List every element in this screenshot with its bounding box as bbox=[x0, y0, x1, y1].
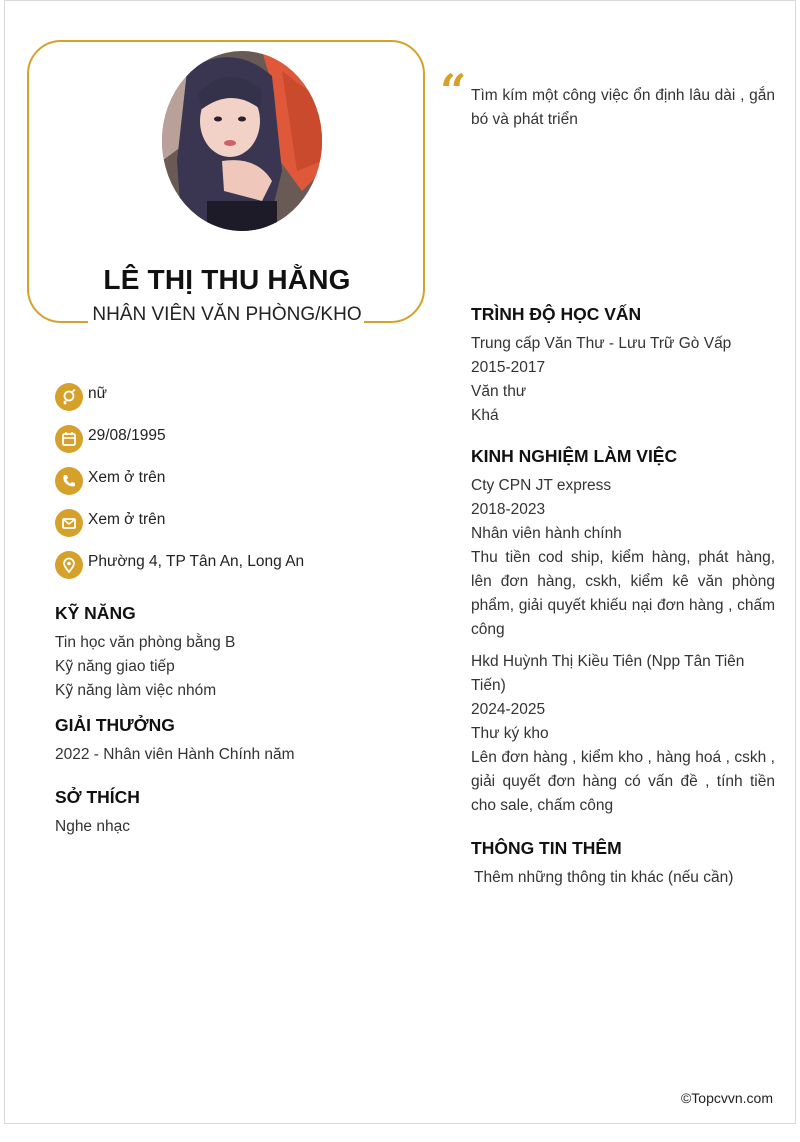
gender-text: nữ bbox=[88, 385, 107, 402]
education-period: 2015-2017 bbox=[471, 359, 546, 376]
experience-period: 2018-2023 bbox=[471, 501, 546, 518]
experience-description: Lên đơn hàng , kiểm kho , hàng hoá , cskh , giải quyết đơn hàng có vấn đề , tính tiền cho sale, chấm công bbox=[471, 749, 775, 814]
experience-section bbox=[471, 446, 775, 818]
phone-text: Xem ở trên bbox=[88, 469, 166, 486]
career-objective: Tìm kím một công việc ổn định lâu dài , gắn bó và phát triển bbox=[471, 87, 775, 128]
skills-title: KỸ NĂNG bbox=[55, 603, 136, 623]
email-icon bbox=[55, 509, 83, 537]
experience-company: Hkd Huỳnh Thị Kiều Tiên (Npp Tân Tiên Tiến) bbox=[471, 653, 745, 694]
education-school: Trung cấp Văn Thư - Lưu Trữ Gò Vấp bbox=[471, 335, 732, 352]
additional-title: THÔNG TIN THÊM bbox=[471, 838, 622, 858]
experience-title: KINH NGHIỆM LÀM VIỆC bbox=[471, 446, 678, 466]
contact-birthday bbox=[55, 418, 415, 460]
additional-section bbox=[471, 838, 775, 890]
hobby-item: Nghe nhạc bbox=[55, 818, 130, 835]
job-title: NHÂN VIÊN VĂN PHÒNG/KHO bbox=[92, 304, 362, 325]
hobbies-title: SỞ THÍCH bbox=[55, 787, 140, 807]
avatar bbox=[162, 51, 322, 231]
experience-position: Thư ký kho bbox=[471, 725, 549, 742]
awards-section bbox=[55, 715, 425, 767]
awards-title: GIẢI THƯỞNG bbox=[55, 715, 175, 735]
footer-brand: ©Topcvvn.com bbox=[680, 1090, 773, 1106]
address-text: Phường 4, TP Tân An, Long An bbox=[88, 553, 305, 570]
education-section bbox=[471, 304, 775, 428]
contact-list bbox=[55, 376, 415, 586]
experience-item bbox=[471, 650, 775, 818]
calendar-icon bbox=[55, 425, 83, 453]
skill-item: Kỹ năng giao tiếp bbox=[55, 658, 175, 675]
experience-period: 2024-2025 bbox=[471, 701, 546, 718]
contact-email bbox=[55, 502, 415, 544]
phone-icon bbox=[55, 467, 83, 495]
birthday-text: 29/08/1995 bbox=[88, 427, 166, 444]
education-title: TRÌNH ĐỘ HỌC VẤN bbox=[471, 304, 642, 324]
hobbies-section bbox=[55, 787, 425, 839]
skill-item: Kỹ năng làm việc nhóm bbox=[55, 682, 217, 699]
experience-item bbox=[471, 474, 775, 642]
candidate-name: LÊ THỊ THU HẰNG bbox=[103, 264, 351, 295]
contact-phone bbox=[55, 460, 415, 502]
skills-section bbox=[55, 603, 425, 703]
contact-gender bbox=[55, 376, 415, 418]
education-major: Văn thư bbox=[471, 383, 527, 400]
experience-description: Thu tiền cod ship, kiểm hàng, phát hàng, lên đơn hàng, cskh, kiểm kê văn phòng phẩm, giải quyết khiếu nại đơn hàng , chấm công bbox=[471, 549, 775, 638]
education-grade: Khá bbox=[471, 407, 499, 424]
experience-company: Cty CPN JT express bbox=[471, 477, 612, 494]
gender-icon bbox=[55, 383, 83, 411]
experience-position: Nhân viên hành chính bbox=[471, 525, 622, 542]
skill-item: Tin học văn phòng bằng B bbox=[55, 634, 236, 651]
award-item: 2022 - Nhân viên Hành Chính năm bbox=[55, 746, 295, 763]
email-text: Xem ở trên bbox=[88, 511, 166, 528]
quote-icon: “ bbox=[440, 64, 467, 118]
contact-address bbox=[55, 544, 415, 586]
additional-text: Thêm những thông tin khác (nếu cần) bbox=[474, 869, 734, 886]
location-icon bbox=[55, 551, 83, 579]
